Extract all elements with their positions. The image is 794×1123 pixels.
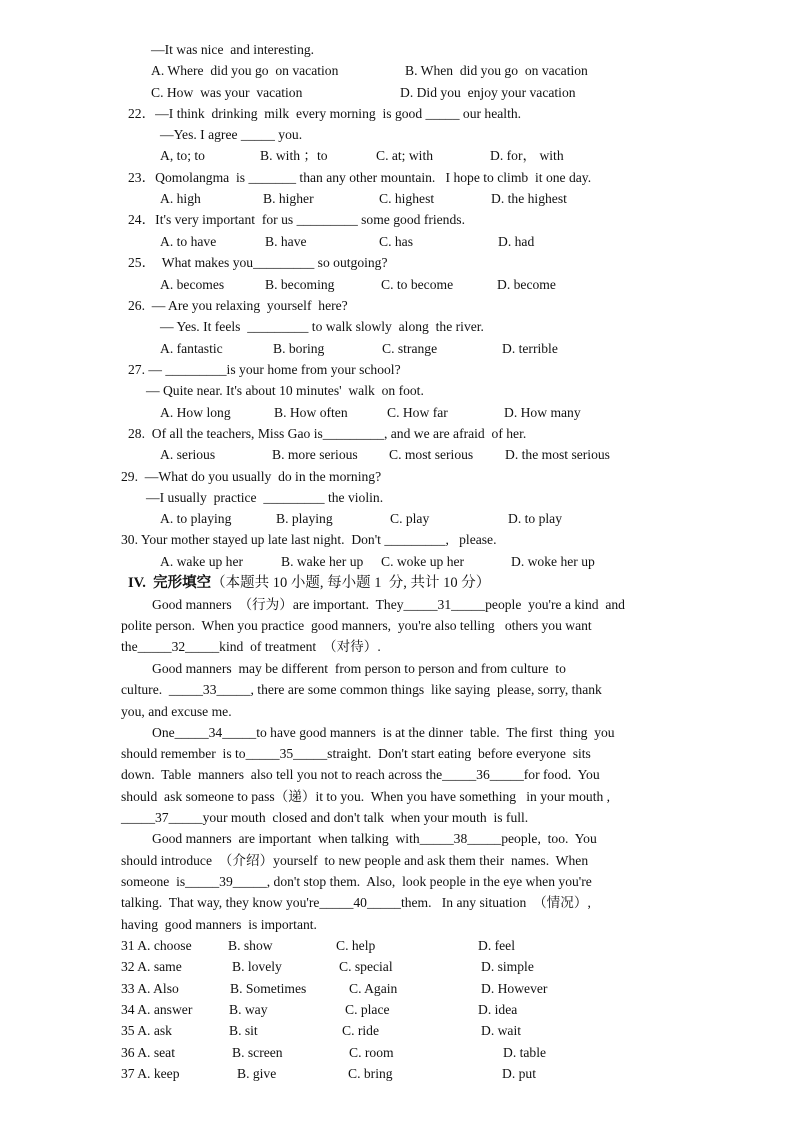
q26-question: 26. — Are you relaxing yourself here? — [128, 298, 348, 313]
cloze-option-d: D. put — [502, 1066, 536, 1081]
q25-option-a: A. becomes — [160, 277, 225, 292]
q22-option-a: A, to; to — [160, 148, 205, 163]
passage-line: culture. _____33_____, there are some common things like saying please, sorry, thank — [121, 682, 602, 697]
cloze-option-c: C. help — [336, 938, 376, 953]
section-heading — [128, 575, 490, 591]
q29-reply: —I usually practice _________ the violin. — [146, 490, 384, 505]
cloze-option-a: 34 A. answer — [121, 1002, 193, 1017]
cloze-option-c: C. bring — [348, 1066, 393, 1081]
q21-option-c: C. How was your vacation — [151, 85, 303, 100]
q29-option-a: A. to playing — [160, 511, 232, 526]
cloze-option-b: B. sit — [229, 1023, 258, 1038]
q27-option-d: D. How many — [504, 405, 581, 420]
q27-option-c: C. How far — [387, 405, 448, 420]
passage-line: _____37_____your mouth closed and don't talk when your mouth is full. — [121, 810, 529, 825]
q22-option-c: C. at; with — [376, 148, 434, 163]
cloze-option-b: B. Sometimes — [230, 981, 307, 996]
q26-option-c: C. strange — [382, 341, 438, 356]
cloze-option-c: C. special — [339, 959, 393, 974]
q22-question: 22．—I think drinking milk every morning is good _____ our health. — [128, 106, 522, 121]
q24-option-c: C. has — [379, 234, 413, 249]
q23-option-a: A. high — [160, 191, 201, 206]
q25-option-d: D. become — [497, 277, 556, 292]
section-title: IV. 完形填空 — [128, 575, 212, 591]
passage-line: talking. That way, they know you're_____40_____them. In any situation （情况）, — [121, 895, 591, 910]
q28-option-a: A. serious — [160, 447, 216, 462]
q30-question: 30. Your mother stayed up late last night. Don't _________, please. — [121, 532, 497, 547]
q25-option-c: C. to become — [381, 277, 454, 292]
q21-option-d: D. Did you enjoy your vacation — [400, 85, 576, 100]
cloze-option-b: B. give — [237, 1066, 277, 1081]
passage-line: polite person. When you practice good manners, you're also telling others you want — [121, 618, 592, 633]
cloze-option-c: C. Again — [349, 981, 398, 996]
q21-option-b: B. When did you go on vacation — [405, 63, 588, 78]
passage-line: down. Table manners also tell you not to reach across the_____36_____for food. You — [121, 767, 600, 782]
q29-option-c: C. play — [390, 511, 430, 526]
q24-option-d: D. had — [498, 234, 535, 249]
cloze-option-c: C. place — [345, 1002, 390, 1017]
q23-option-d: D. the highest — [491, 191, 567, 206]
passage-line: Good manners are important when talking with_____38_____people, too. You — [152, 831, 597, 846]
passage-line: Good manners may be different from person to person and from culture to — [152, 661, 566, 676]
cloze-option-d: D. table — [503, 1045, 547, 1060]
cloze-option-b: B. screen — [232, 1045, 283, 1060]
cloze-option-d: D. wait — [481, 1023, 522, 1038]
q29-option-d: D. to play — [508, 511, 562, 526]
cloze-option-d: D. idea — [478, 1002, 518, 1017]
cloze-option-b: B. show — [228, 938, 273, 953]
q27-reply: — Quite near. It's about 10 minutes' walk on foot. — [146, 383, 424, 398]
q26-option-d: D. terrible — [502, 341, 558, 356]
q23-option-c: C. highest — [379, 191, 435, 206]
q21-option-a: A. Where did you go on vacation — [151, 63, 339, 78]
q28-option-b: B. more serious — [272, 447, 358, 462]
q24-option-a: A. to have — [160, 234, 217, 249]
cloze-option-a: 37 A. keep — [121, 1066, 180, 1081]
q26-option-b: B. boring — [273, 341, 325, 356]
section-note: （本题共 10 小题, 每小题 1 分, 共计 10 分） — [211, 575, 491, 591]
cloze-option-d: D. However — [481, 981, 548, 996]
q24-question: 24．It's very important for us _________ some good friends. — [128, 212, 465, 227]
q30-option-c: C. woke up her — [381, 554, 465, 569]
q24-option-b: B. have — [265, 234, 307, 249]
passage-line: should ask someone to pass（递）it to you. When you have something in your mouth , — [121, 789, 611, 804]
q29-option-b: B. playing — [276, 511, 333, 526]
q26-option-a: A. fantastic — [160, 341, 223, 356]
q27-question: 27. — _________is your home from your school? — [128, 362, 401, 377]
cloze-option-b: B. lovely — [232, 959, 282, 974]
passage-line: you, and excuse me. — [121, 704, 232, 719]
passage-line: Good manners （行为）are important. They_____31_____people you're a kind and — [152, 597, 625, 612]
q30-option-a: A. wake up her — [160, 554, 244, 569]
cloze-option-c: C. room — [349, 1045, 394, 1060]
q28-option-c: C. most serious — [389, 447, 474, 462]
q28-question: 28. Of all the teachers, Miss Gao is_________, and we are afraid of her. — [128, 426, 527, 441]
passage-line: someone is_____39_____, don't stop them. Also, look people in the eye when you're — [121, 874, 592, 889]
q21-answer: —It was nice and interesting. — [151, 42, 315, 57]
q27-option-b: B. How often — [274, 405, 348, 420]
cloze-option-a: 36 A. seat — [121, 1045, 175, 1060]
cloze-option-a: 31 A. choose — [121, 938, 192, 953]
passage-line: should introduce （介绍）yourself to new people and ask them their names. When — [121, 853, 589, 868]
cloze-option-c: C. ride — [342, 1023, 379, 1038]
q25-question: 25． What makes you_________ so outgoing? — [128, 255, 388, 270]
passage-line: should remember is to_____35_____straight. Don't start eating before everyone sits — [121, 746, 591, 761]
q26-reply: — Yes. It feels _________ to walk slowly along the river. — [160, 319, 484, 334]
q22-option-b: B. with ；to — [260, 148, 328, 163]
passage-line: having good manners is important. — [121, 917, 317, 932]
q28-option-d: D. the most serious — [505, 447, 610, 462]
q22-reply: —Yes. I agree _____ you. — [160, 127, 303, 142]
cloze-option-b: B. way — [229, 1002, 268, 1017]
q22-option-d: D. for， with — [490, 148, 564, 163]
passage-line: One_____34_____to have good manners is at the dinner table. The first thing you — [152, 725, 615, 740]
q27-option-a: A. How long — [160, 405, 231, 420]
q23-question: 23．Qomolangma is _______ than any other mountain. I hope to climb it one day. — [128, 170, 592, 185]
q30-option-d: D. woke her up — [511, 554, 595, 569]
q25-option-b: B. becoming — [265, 277, 335, 292]
passage-line: the_____32_____kind of treatment （对待）. — [121, 639, 381, 654]
cloze-option-d: D. feel — [478, 938, 515, 953]
cloze-option-a: 33 A. Also — [121, 981, 179, 996]
cloze-option-a: 32 A. same — [121, 959, 182, 974]
q30-option-b: B. wake her up — [281, 554, 364, 569]
q23-option-b: B. higher — [263, 191, 314, 206]
cloze-option-d: D. simple — [481, 959, 534, 974]
cloze-option-a: 35 A. ask — [121, 1023, 172, 1038]
q29-question: 29. —What do you usually do in the morning? — [121, 469, 382, 484]
